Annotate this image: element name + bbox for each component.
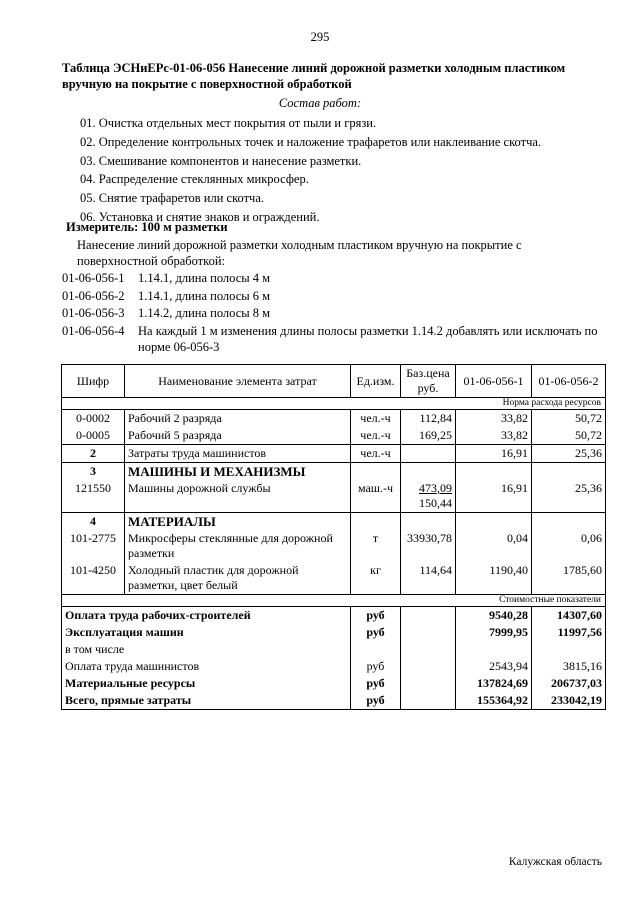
variants-list [62,270,622,356]
resource-table [61,364,606,710]
cost-value-1: 155364,92 [456,692,532,710]
section-norm-label: Норма расхода ресурсов [62,398,606,410]
cell-unit: кг [351,562,401,595]
cell-unit: чел.-ч [351,410,401,428]
work-item: 03. Смешивание компонентов и нанесение разметки. [80,153,362,168]
cell-code: 101-2775 [62,530,125,562]
cost-unit: руб [351,607,401,625]
cell-value-2: 25,36 [532,445,606,463]
cost-value-2: 3815,16 [532,658,606,675]
price-value: 150,44 [419,496,452,510]
region-footer: Калужская область [508,856,602,868]
cost-name: в том числе [62,641,351,658]
cost-row [62,607,606,625]
table-row [62,427,606,445]
table-row [62,530,606,562]
variant-text: 1.14.2, длина полосы 8 м [138,306,271,320]
header-col-1: 01-06-056-1 [456,365,532,398]
table-section-row [62,463,606,481]
variant-text: На каждый 1 м изменения длины полосы разметки 1.14.2 добавлять или исключать по норме 06-056-3 [138,323,598,354]
header-unit: Ед.изм. [351,365,401,398]
cost-row [62,658,606,675]
header-col-2: 01-06-056-2 [532,365,606,398]
cell-value-1: 16,91 [456,445,532,463]
cell-name: Рабочий 5 разряда [125,427,351,445]
cell-value-2: 0,06 [532,530,606,562]
work-item: 02. Определение контрольных точек и наложение трафаретов или наклеивание скотча. [80,134,542,149]
table-row [62,562,606,595]
cell-value-2: 50,72 [532,427,606,445]
cell-unit: чел.-ч [351,427,401,445]
cost-name: Оплата труда рабочих-строителей [62,607,351,625]
cell-value-1: 16,91 [456,480,532,513]
table-section-row [62,513,606,531]
cost-name: Всего, прямые затраты [62,692,351,710]
cell-unit: т [351,530,401,562]
cell-code: 0-0005 [62,427,125,445]
section-cost-label: Стоимостные показатели [62,595,606,607]
page-number: 295 [310,30,330,44]
cell-unit: маш.-ч [351,480,401,513]
cell-value-2: 1785,60 [532,562,606,595]
cost-value-2: 11997,56 [532,624,606,641]
variant-text: 1.14.1, длина полосы 6 м [138,288,271,303]
cell-code: 4 [62,513,125,531]
table-row [62,480,606,513]
cell-price: 114,64 [401,562,456,595]
cost-row [62,624,606,641]
cell-name: МАШИНЫ И МЕХАНИЗМЫ [125,463,351,481]
measure-unit: Измеритель: 100 м разметки [66,220,228,234]
cell-name: Микросферы стеклянные для дорожной разметки [125,530,351,562]
cell-name: Машины дорожной службы [125,480,351,513]
work-item: 01. Очистка отдельных мест покрытия от пыли и грязи. [80,116,377,130]
cost-row [62,675,606,692]
variant-text: 1.14.1, длина полосы 4 м [138,271,271,285]
cell-name: МАТЕРИАЛЫ [125,513,351,531]
cell-code: 101-4250 [62,562,125,595]
variant-code: 01-06-056-1 [62,271,125,285]
cost-value-1: 137824,69 [456,675,532,692]
cell-name: Рабочий 2 разряда [125,410,351,428]
cost-value-2: 14307,60 [532,607,606,625]
cell-code: 0-0002 [62,410,125,428]
cost-value-2: 206737,03 [532,675,606,692]
cell-price [401,445,456,463]
variant-item [62,323,622,355]
cell-value-2: 50,72 [532,410,606,428]
cost-unit: руб [351,658,401,675]
table-header-row [62,365,606,398]
cell-value-1: 33,82 [456,410,532,428]
cell-code: 121550 [62,480,125,513]
cost-row [62,641,606,658]
table-row [62,410,606,428]
cost-unit: руб [351,624,401,641]
table-row [62,445,606,463]
description: Нанесение линий дорожной разметки холодным пластиком вручную на покрытие с поверхностной обработкой: [77,238,522,268]
work-item: 05. Снятие трафаретов или скотча. [80,191,265,206]
cell-value-2: 25,36 [532,480,606,513]
cell-price: 33930,78 [401,530,456,562]
cell-value-1: 0,04 [456,530,532,562]
cost-value-1: 9540,28 [456,607,532,625]
work-item: 04. Распределение стеклянных микросфер. [80,172,309,187]
cell-name: Холодный пластик для дорожной разметки, цвет белый [125,562,351,595]
cost-row [62,692,606,710]
cost-unit: руб [351,675,401,692]
variant-item [62,305,622,321]
price-value: 473,09 [419,481,452,495]
cell-value-1: 1190,40 [456,562,532,595]
variant-code: 01-06-056-3 [62,306,125,320]
cell-unit: чел.-ч [351,445,401,463]
variant-item [62,288,622,304]
cell-value-1: 33,82 [456,427,532,445]
composition-heading: Состав работ: [278,96,362,110]
cost-name: Материальные ресурсы [62,675,351,692]
cell-price [401,480,456,513]
variant-code: 01-06-056-2 [62,288,125,303]
cost-name: Оплата труда машинистов [62,658,351,675]
cost-unit: руб [351,692,401,710]
cell-code: 2 [62,445,125,463]
header-code: Шифр [62,365,125,398]
cell-code: 3 [62,463,125,481]
cost-name: Эксплуатация машин [62,624,351,641]
cell-price: 112,84 [401,410,456,428]
cost-value-1: 7999,95 [456,624,532,641]
section-row [62,398,606,410]
variant-item [62,270,622,286]
cell-name: Затраты труда машинистов [125,445,351,463]
cost-value-2: 233042,19 [532,692,606,710]
cost-value-1: 2543,94 [456,658,532,675]
works-list [80,114,541,227]
section-row [62,595,606,607]
header-name: Наименование элемента затрат [125,365,351,398]
cell-price: 169,25 [401,427,456,445]
header-base-price: Баз.цена руб. [401,365,456,398]
work-item: 06. Установка и снятие знаков и ограждений. [80,209,320,224]
variant-code: 01-06-056-4 [62,323,125,338]
table-title: Таблица ЭСНиЕРс-01-06-056 Нанесение линий дорожной разметки холодным пластиком вручную на покрытие с поверхностной обработкой [62,61,566,91]
